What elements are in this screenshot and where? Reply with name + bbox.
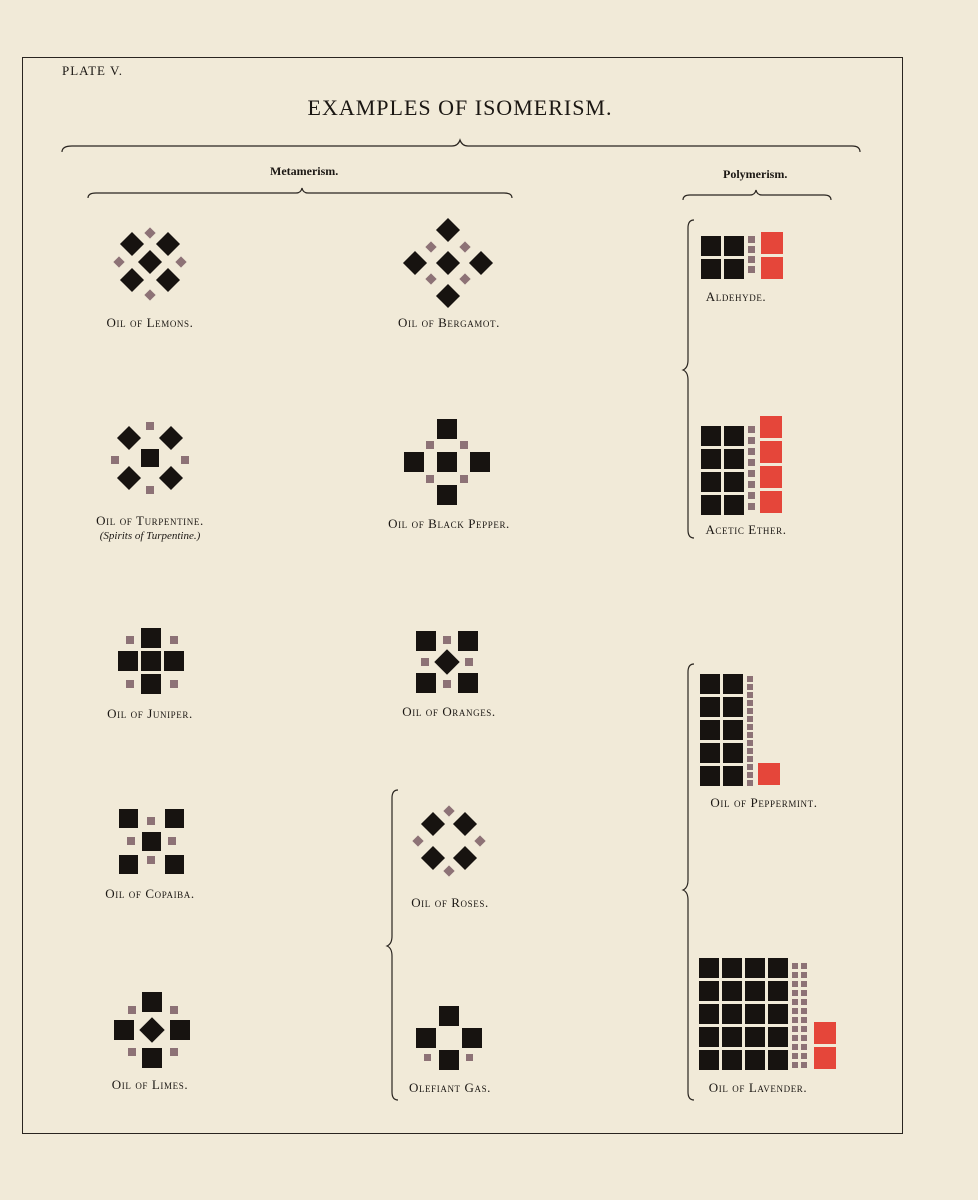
label-oil-of-oranges: Oil of Oranges. xyxy=(402,704,496,719)
carbon-atom xyxy=(141,651,161,671)
hydrogen-atom xyxy=(168,837,176,845)
carbon-atom xyxy=(470,452,490,472)
carbon-atom xyxy=(436,284,460,308)
hydrogen-atom xyxy=(747,700,753,706)
hydrogen-atom xyxy=(426,441,434,449)
hydrogen-atom xyxy=(748,256,755,263)
label-oil-of-lemons: Oil of Lemons. xyxy=(106,315,194,330)
carbon-atom xyxy=(723,743,743,763)
carbon-atom xyxy=(170,1020,190,1040)
carbon-atom xyxy=(434,649,459,674)
carbon-atom xyxy=(768,1027,788,1047)
metamer-pair-brace xyxy=(387,790,398,1100)
carbon-atom xyxy=(699,981,719,1001)
lemons-diagram xyxy=(113,227,186,300)
carbon-atom xyxy=(723,720,743,740)
oxygen-atom xyxy=(761,257,783,279)
carbon-atom xyxy=(701,495,721,515)
hydrogen-atom xyxy=(801,1008,807,1014)
carbon-atom xyxy=(141,449,159,467)
hydrogen-atom xyxy=(801,1017,807,1023)
carbon-atom xyxy=(416,631,436,651)
carbon-atom xyxy=(139,1017,164,1042)
label-oil-of-juniper: Oil of Juniper. xyxy=(107,706,193,721)
hydrogen-atom xyxy=(747,684,753,690)
hydrogen-atom xyxy=(443,805,454,816)
hydrogen-atom xyxy=(748,236,755,243)
hydrogen-atom xyxy=(466,1054,473,1061)
juniper-diagram xyxy=(118,628,184,694)
plate-number: PLATE V. xyxy=(62,63,123,78)
hydrogen-atom xyxy=(146,486,154,494)
hydrogen-atom xyxy=(792,972,798,978)
carbon-atom xyxy=(118,651,138,671)
hydrogen-atom xyxy=(801,1053,807,1059)
hydrogen-atom xyxy=(748,246,755,253)
carbon-atom xyxy=(156,268,180,292)
carbon-atom xyxy=(768,1004,788,1024)
label-oil-of-lavender: Oil of Lavender. xyxy=(708,1080,808,1095)
black-pepper-diagram xyxy=(404,419,490,505)
carbon-atom xyxy=(701,449,721,469)
hydrogen-atom xyxy=(792,1017,798,1023)
hydrogen-atom xyxy=(747,756,753,762)
hydrogen-atom xyxy=(747,676,753,682)
carbon-atom xyxy=(453,846,477,870)
label-spirits-of-turpentine: (Spirits of Turpentine.) xyxy=(99,530,201,542)
hydrogen-atom xyxy=(748,492,755,499)
polymerism-brace xyxy=(683,190,831,200)
hydrogen-atom xyxy=(421,658,429,666)
carbon-atom xyxy=(701,236,721,256)
carbon-atom xyxy=(421,812,445,836)
hydrogen-atom xyxy=(170,1048,178,1056)
hydrogen-atom xyxy=(144,227,155,238)
carbon-atom xyxy=(114,1020,134,1040)
carbon-atom xyxy=(768,1050,788,1070)
carbon-atom xyxy=(138,250,162,274)
oxygen-atom xyxy=(814,1022,836,1044)
carbon-atom xyxy=(165,855,184,874)
carbon-atom xyxy=(453,812,477,836)
roses-diagram xyxy=(412,805,485,876)
limes-diagram xyxy=(114,992,190,1068)
carbon-atom xyxy=(701,426,721,446)
carbon-atom xyxy=(437,452,457,472)
label-oil-of-turpentine: Oil of Turpentine. xyxy=(96,513,204,528)
carbon-atom xyxy=(700,720,720,740)
hydrogen-atom xyxy=(147,817,155,825)
copaiba-diagram xyxy=(119,809,184,874)
hydrogen-atom xyxy=(175,256,186,267)
oxygen-atom xyxy=(760,466,782,488)
oxygen-atom xyxy=(760,491,782,513)
label-oil-of-copaiba: Oil of Copaiba. xyxy=(105,886,195,901)
carbon-atom xyxy=(724,426,744,446)
carbon-atom xyxy=(436,251,460,275)
carbon-atom xyxy=(699,958,719,978)
acetic-ether-diagram xyxy=(701,416,782,515)
oxygen-atom xyxy=(761,232,783,254)
hydrogen-atom xyxy=(748,437,755,444)
carbon-atom xyxy=(699,1027,719,1047)
lavender-diagram xyxy=(699,958,836,1070)
hydrogen-atom xyxy=(792,1044,798,1050)
hydrogen-atom xyxy=(127,837,135,845)
hydrogen-atom xyxy=(792,1062,798,1068)
carbon-atom xyxy=(141,628,161,648)
label-aldehyde: Aldehyde. xyxy=(705,289,767,304)
carbon-atom xyxy=(437,419,457,439)
carbon-atom xyxy=(700,743,720,763)
carbon-atom xyxy=(722,981,742,1001)
hydrogen-atom xyxy=(792,1035,798,1041)
hydrogen-atom xyxy=(792,990,798,996)
hydrogen-atom xyxy=(792,963,798,969)
aldehyde-diagram xyxy=(701,232,783,279)
carbon-atom xyxy=(119,855,138,874)
hydrogen-atom xyxy=(747,708,753,714)
hydrogen-atom xyxy=(460,441,468,449)
carbon-atom xyxy=(437,485,457,505)
hydrogen-atom xyxy=(747,772,753,778)
carbon-atom xyxy=(724,472,744,492)
carbon-atom xyxy=(745,958,765,978)
plate-title: EXAMPLES OF ISOMERISM. xyxy=(307,95,613,120)
hydrogen-atom xyxy=(747,692,753,698)
oxygen-atom xyxy=(760,441,782,463)
carbon-atom xyxy=(723,697,743,717)
hydrogen-atom xyxy=(111,456,119,464)
carbon-atom xyxy=(117,426,141,450)
carbon-atom xyxy=(142,832,161,851)
label-oil-of-roses: Oil of Roses. xyxy=(411,895,489,910)
carbon-atom xyxy=(745,1027,765,1047)
hydrogen-atom xyxy=(747,740,753,746)
hydrogen-atom xyxy=(748,470,755,477)
carbon-atom xyxy=(458,673,478,693)
hydrogen-atom xyxy=(425,241,436,252)
hydrogen-atom xyxy=(747,716,753,722)
label-olefiant-gas: Olefiant Gas. xyxy=(408,1080,492,1095)
carbon-atom xyxy=(722,1027,742,1047)
carbon-atom xyxy=(745,1050,765,1070)
carbon-atom xyxy=(701,259,721,279)
hydrogen-atom xyxy=(747,764,753,770)
carbon-atom xyxy=(722,958,742,978)
carbon-atom xyxy=(462,1028,482,1048)
hydrogen-atom xyxy=(792,1053,798,1059)
hydrogen-atom xyxy=(181,456,189,464)
oxygen-atom xyxy=(760,416,782,438)
polymerism-heading: Polymerism. xyxy=(723,167,788,181)
hydrogen-atom xyxy=(748,503,755,510)
hydrogen-atom xyxy=(146,422,154,430)
hydrogen-atom xyxy=(465,658,473,666)
hydrogen-atom xyxy=(128,1006,136,1014)
hydrogen-atom xyxy=(748,426,755,433)
hydrogen-atom xyxy=(747,732,753,738)
carbon-atom xyxy=(723,766,743,786)
hydrogen-atom xyxy=(792,1026,798,1032)
carbon-atom xyxy=(768,981,788,1001)
carbon-atom xyxy=(141,674,161,694)
carbon-atom xyxy=(142,1048,162,1068)
hydrogen-atom xyxy=(748,448,755,455)
label-oil-of-bergamot: Oil of Bergamot. xyxy=(398,315,500,330)
hydrogen-atom xyxy=(113,256,124,267)
lavender-hydrogen-column xyxy=(792,963,807,1068)
hydrogen-atom xyxy=(748,459,755,466)
hydrogen-atom xyxy=(147,856,155,864)
carbon-atom xyxy=(724,259,744,279)
hydrogen-atom xyxy=(747,748,753,754)
carbon-atom xyxy=(439,1050,459,1070)
metamerism-heading: Metamerism. xyxy=(270,164,339,178)
carbon-atom xyxy=(699,1004,719,1024)
olefiant-diagram xyxy=(416,1006,482,1070)
carbon-atom xyxy=(700,674,720,694)
carbon-atom xyxy=(700,766,720,786)
oxygen-atom xyxy=(758,763,780,785)
hydrogen-atom xyxy=(747,780,753,786)
carbon-atom xyxy=(722,1050,742,1070)
hydrogen-atom xyxy=(170,1006,178,1014)
carbon-atom xyxy=(416,673,436,693)
carbon-atom xyxy=(724,449,744,469)
carbon-atom xyxy=(159,426,183,450)
hydrogen-atom xyxy=(459,273,470,284)
hydrogen-atom xyxy=(792,999,798,1005)
polymer-pair-brace-1 xyxy=(683,220,694,538)
hydrogen-atom xyxy=(801,999,807,1005)
carbon-atom xyxy=(724,495,744,515)
carbon-atom xyxy=(120,268,144,292)
oxygen-atom xyxy=(814,1047,836,1069)
hydrogen-atom xyxy=(460,475,468,483)
label-oil-of-peppermint: Oil of Peppermint. xyxy=(710,795,818,810)
carbon-atom xyxy=(723,674,743,694)
carbon-atom xyxy=(120,232,144,256)
hydrogen-atom xyxy=(412,835,423,846)
polymer-pair-brace-2 xyxy=(683,664,694,1100)
carbon-atom xyxy=(700,697,720,717)
hydrogen-atom xyxy=(425,273,436,284)
hydrogen-atom xyxy=(443,865,454,876)
hydrogen-atom xyxy=(801,1044,807,1050)
hydrogen-atom xyxy=(443,636,451,644)
label-acetic-ether: Acetic Ether. xyxy=(705,522,787,537)
carbon-atom xyxy=(439,1006,459,1026)
carbon-atom xyxy=(699,1050,719,1070)
hydrogen-atom xyxy=(170,680,178,688)
carbon-atom xyxy=(745,1004,765,1024)
hydrogen-atom xyxy=(748,481,755,488)
hydrogen-atom xyxy=(801,1035,807,1041)
hydrogen-atom xyxy=(170,636,178,644)
hydrogen-atom xyxy=(801,972,807,978)
carbon-atom xyxy=(722,1004,742,1024)
carbon-atom xyxy=(416,1028,436,1048)
carbon-atom xyxy=(165,809,184,828)
carbon-atom xyxy=(768,958,788,978)
lavender-carbon-grid xyxy=(699,958,788,1070)
carbon-atom xyxy=(724,236,744,256)
hydrogen-atom xyxy=(792,1008,798,1014)
hydrogen-atom xyxy=(126,680,134,688)
hydrogen-atom xyxy=(443,680,451,688)
carbon-atom xyxy=(117,466,141,490)
hydrogen-atom xyxy=(801,1026,807,1032)
metamerism-brace xyxy=(88,188,512,198)
carbon-atom xyxy=(701,472,721,492)
label-oil-of-black-pepper: Oil of Black Pepper. xyxy=(388,516,510,531)
carbon-atom xyxy=(421,846,445,870)
hydrogen-atom xyxy=(126,636,134,644)
carbon-atom xyxy=(164,651,184,671)
oranges-diagram xyxy=(416,631,478,693)
hydrogen-atom xyxy=(801,981,807,987)
carbon-atom xyxy=(119,809,138,828)
hydrogen-atom xyxy=(424,1054,431,1061)
carbon-atom xyxy=(745,981,765,1001)
carbon-atom xyxy=(404,452,424,472)
hydrogen-atom xyxy=(801,1062,807,1068)
label-oil-of-limes: Oil of Limes. xyxy=(111,1077,189,1092)
carbon-atom xyxy=(159,466,183,490)
carbon-atom xyxy=(458,631,478,651)
carbon-atom xyxy=(403,251,427,275)
hydrogen-atom xyxy=(748,266,755,273)
carbon-atom xyxy=(142,992,162,1012)
carbon-atom xyxy=(156,232,180,256)
hydrogen-atom xyxy=(128,1048,136,1056)
hydrogen-atom xyxy=(426,475,434,483)
bergamot-diagram xyxy=(403,218,493,308)
hydrogen-atom xyxy=(747,724,753,730)
hydrogen-atom xyxy=(459,241,470,252)
turpentine-diagram xyxy=(111,422,189,494)
hydrogen-atom xyxy=(474,835,485,846)
top-brace xyxy=(62,140,860,152)
carbon-atom xyxy=(436,218,460,242)
hydrogen-atom xyxy=(801,963,807,969)
hydrogen-atom xyxy=(144,289,155,300)
carbon-atom xyxy=(469,251,493,275)
hydrogen-atom xyxy=(801,990,807,996)
peppermint-diagram xyxy=(700,674,780,786)
hydrogen-atom xyxy=(792,981,798,987)
